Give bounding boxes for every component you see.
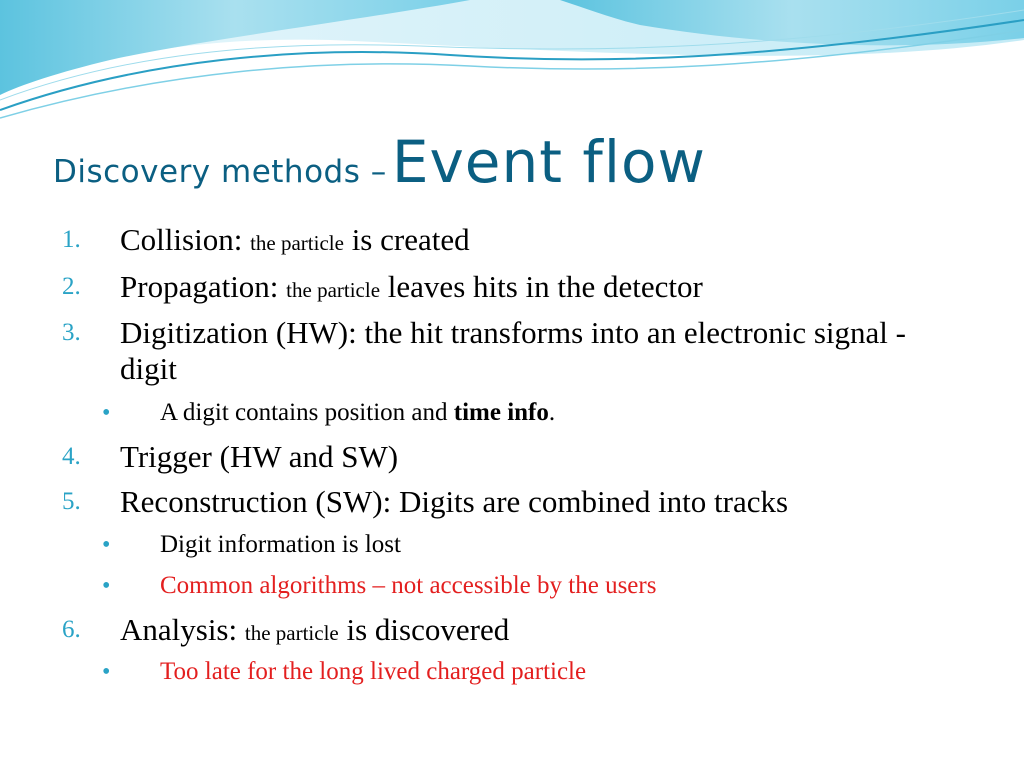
header-wave-decoration <box>0 0 1024 130</box>
item-text: Digitization (HW): the hit transforms into an electronic signal - digit <box>120 315 906 386</box>
item-text: Collision: the particle is created <box>120 222 470 257</box>
item-text: Reconstruction (SW): Digits are combined into tracks <box>120 484 789 519</box>
item-number: 1. <box>62 226 81 253</box>
item-number: 5. <box>62 488 81 515</box>
sub-item-text: Common algorithms – not accessible by the users <box>160 572 657 599</box>
item-text: Trigger (HW and SW) <box>120 439 399 474</box>
title-prefix: Discovery methods – <box>53 154 387 190</box>
sub-item-text: Too late for the long lived charged particle <box>160 658 587 685</box>
item-number: 4. <box>62 443 81 470</box>
item-number: 2. <box>62 273 81 300</box>
item-number: 6. <box>62 616 81 643</box>
sub-item-text: Digit information is lost <box>160 531 401 558</box>
title-main: Event flow <box>391 128 706 196</box>
item-number: 3. <box>62 319 81 346</box>
bullet-icon: • <box>102 659 111 685</box>
item-text: Propagation: the particle leaves hits in the detector <box>120 269 703 304</box>
sub-item-text: A digit contains position and time info. <box>160 399 556 426</box>
bullet-icon: • <box>102 532 111 558</box>
bullet-icon: • <box>102 573 111 599</box>
bullet-icon: • <box>102 400 111 426</box>
item-text: Analysis: the particle is discovered <box>120 612 510 647</box>
slide-title <box>53 128 993 208</box>
